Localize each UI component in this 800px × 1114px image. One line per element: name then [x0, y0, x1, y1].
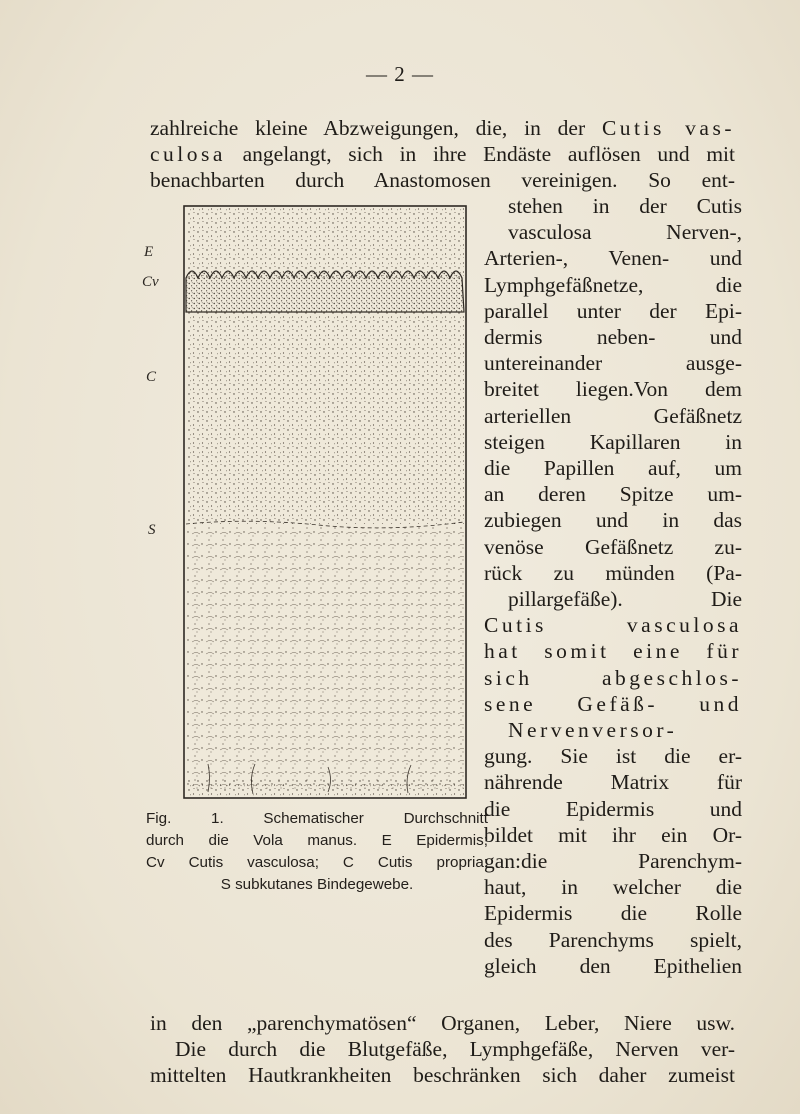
caption-line: durch die Vola manus. E Epidermis;	[146, 832, 488, 849]
text-line: die Epidermis und	[484, 796, 742, 821]
emphasized-term: Cutis vas-	[601, 116, 735, 140]
text-span: angelangt, sich in ihre Endäste auflösen und mit	[225, 142, 735, 167]
emphasized-term: sich abgeschlos-	[484, 665, 742, 690]
text-line: parallel unter der Epi-	[484, 298, 742, 323]
text-line: in den „parenchymatösen“ Organen, Leber, Niere usw.	[150, 1011, 735, 1035]
text-line: venöse Gefäßnetz zu-	[484, 534, 742, 559]
text-line: vasculosa Nerven-,	[508, 220, 742, 245]
text-line: nährende Matrix für	[484, 770, 742, 795]
text-line	[150, 167, 735, 193]
caption-line: Cv Cutis vasculosa; C Cutis propria;	[146, 854, 488, 871]
text-line: Lymphgefäßnetze, die	[484, 272, 742, 297]
paragraph-right-column	[484, 193, 742, 979]
text-line: stehen in der Cutis	[508, 194, 742, 218]
label-cutis-vasculosa: Cv	[142, 274, 159, 290]
text-line: rück zu münden (Pa-	[484, 560, 742, 585]
text-line	[150, 115, 735, 141]
text-line: Arterien-, Venen- und	[484, 246, 742, 271]
caption-line: Fig. 1. Schematischer Durchschnitt	[146, 810, 488, 827]
text-line: gan:die Parenchym-	[484, 849, 742, 874]
text-line: dermis neben- und	[484, 325, 742, 350]
text-line: haut, in welcher die	[484, 875, 742, 900]
text-line: pillargefäße). Die	[508, 587, 742, 612]
page-number: — 2 —	[366, 62, 434, 86]
text-line: bildet mit ihr ein Or-	[484, 822, 742, 847]
text-line	[150, 141, 735, 167]
text-line: des Parenchyms spielt,	[484, 927, 742, 952]
text-line: die Papillen auf, um	[484, 456, 742, 481]
text-line: breitet liegen.Von dem	[484, 377, 742, 402]
text-line: arteriellen Gefäßnetz	[484, 403, 742, 428]
text-line: zubiegen und in das	[484, 508, 742, 533]
label-subcutaneous: S	[148, 522, 156, 538]
text-line: gleich den Epithelien	[484, 953, 742, 978]
label-epidermis: E	[144, 244, 154, 260]
text-line: steigen Kapillaren in	[484, 429, 742, 454]
skin-section-drawing	[178, 202, 470, 802]
skin-cross-section-figure	[142, 202, 470, 802]
emphasized-term: Nervenversor-	[508, 718, 678, 743]
text-line: untereinander ausge-	[484, 351, 742, 376]
figure-caption	[146, 808, 488, 896]
text-line: Epidermis die Rolle	[484, 901, 742, 926]
paragraph-top	[150, 115, 735, 194]
text-line: Die durch die Blutgefäße, Lymphgefäße, Nerven ver-	[175, 1037, 735, 1062]
text-line: mittelten Hautkrankheiten beschränken sich daher zumeist	[150, 1063, 735, 1088]
caption-line: S subkutanes Bindegewebe.	[220, 876, 414, 893]
label-cutis-propria: C	[146, 369, 157, 385]
emphasized-term: sene Gefäß- und	[484, 691, 742, 716]
paragraph-bottom	[150, 1010, 735, 1089]
emphasized-term: culosa	[150, 142, 226, 167]
text-line: gung. Sie ist die er-	[484, 744, 742, 769]
text-span: zahlreiche kleine Abzweigungen, die, in der	[150, 116, 602, 140]
text-line: an deren Spitze um-	[484, 482, 742, 507]
text-span: benachbarten durch Anastomosen vereinigen. So ent-	[150, 168, 735, 193]
emphasized-term: Cutis vasculosa	[484, 613, 742, 638]
emphasized-term: hat somit eine für	[484, 639, 742, 664]
